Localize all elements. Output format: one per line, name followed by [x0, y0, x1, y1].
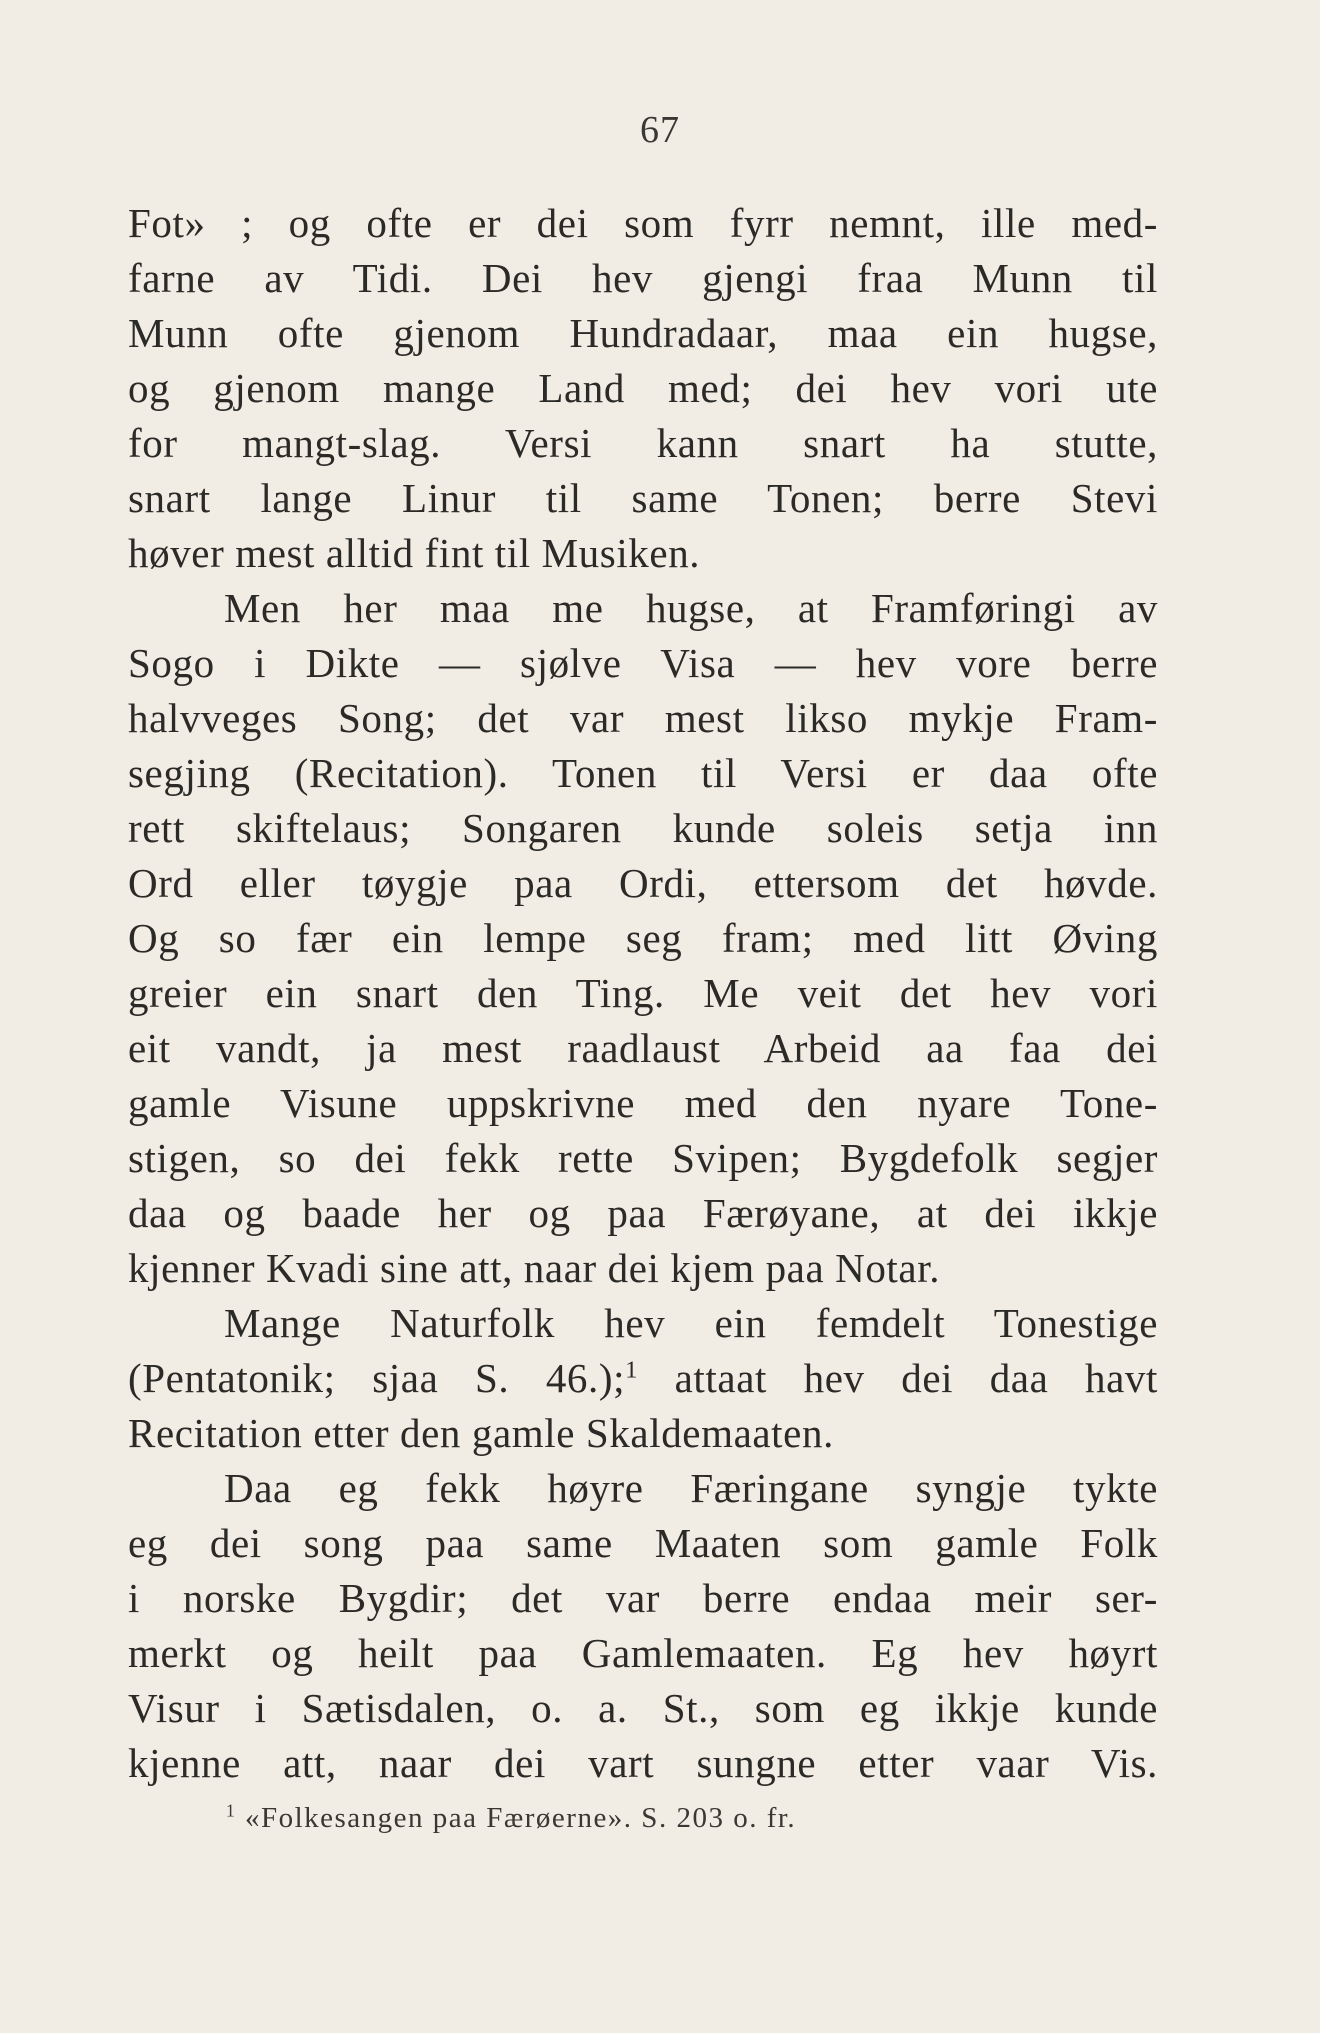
text-line: stigen, so dei fekk rette Svipen; Bygdefolk segjer	[128, 1135, 1158, 1181]
text-line: kjenne att, naar dei vart sungne etter vaar Vis.	[128, 1740, 1158, 1786]
text-line: rett skiftelaus; Songaren kunde soleis setja inn	[128, 805, 1158, 851]
paragraph-end-line: Recitation etter den gamle Skaldemaaten.	[128, 1410, 834, 1456]
footnote-marker: 1	[226, 1800, 237, 1821]
text-line: segjing (Recitation). Tonen til Versi er daa ofte	[128, 750, 1158, 796]
text-line: eg dei song paa same Maaten som gamle Folk	[128, 1520, 1158, 1566]
page-number: 67	[640, 109, 680, 151]
text-line: gamle Visune uppskrivne med den nyare Tone-	[128, 1080, 1158, 1126]
line-head: (Pentatonik; sjaa S. 46.);	[128, 1355, 626, 1401]
paragraph-start-line: Men her maa me hugse, at Framføringi av	[224, 585, 1158, 631]
text-line: Ord eller tøygje paa Ordi, ettersom det høvde.	[128, 860, 1158, 906]
paragraph-start-line: Daa eg fekk høyre Færingane syngje tykte	[224, 1465, 1158, 1511]
paragraph-end-line: kjenner Kvadi sine att, naar dei kjem paa Notar.	[128, 1245, 941, 1291]
text-line: farne av Tidi. Dei hev gjengi fraa Munn til	[128, 255, 1158, 301]
text-line: Visur i Sætisdalen, o. a. St., som eg ikkje kunde	[128, 1685, 1158, 1731]
footnote-text: «Folkesangen paa Færøerne». S. 203 o. fr.	[244, 1802, 797, 1834]
line-tail: attaat hev dei daa havt	[638, 1355, 1158, 1401]
text-line: merkt og heilt paa Gamlemaaten. Eg hev høyrt	[128, 1630, 1158, 1676]
text-line: i norske Bygdir; det var berre endaa meir ser-	[128, 1575, 1158, 1621]
text-line: Og so fær ein lempe seg fram; med litt Øving	[128, 915, 1158, 961]
text-line: for mangt-slag. Versi kann snart ha stutte,	[128, 420, 1158, 466]
text-line: Fot» ; og ofte er dei som fyrr nemnt, ille med-	[128, 200, 1158, 246]
text-line: greier ein snart den Ting. Me veit det hev vori	[128, 970, 1158, 1016]
text-line: og gjenom mange Land med; dei hev vori ute	[128, 365, 1158, 411]
paragraph-end-line: høver mest alltid fint til Musiken.	[128, 530, 701, 576]
text-line: Sogo i Dikte — sjølve Visa — hev vore berre	[128, 640, 1158, 686]
text-line: halvveges Song; det var mest likso mykje Fram-	[128, 695, 1158, 741]
footnote	[226, 1798, 796, 1838]
text-line: daa og baade her og paa Færøyane, at dei ikkje	[128, 1190, 1158, 1236]
text-line: Munn ofte gjenom Hundradaar, maa ein hugse,	[128, 310, 1158, 356]
text-line: eit vandt, ja mest raadlaust Arbeid aa faa dei	[128, 1025, 1158, 1071]
text-line: snart lange Linur til same Tonen; berre Stevi	[128, 475, 1158, 521]
text-line-with-footnote-ref	[128, 1351, 1158, 1406]
body-text	[128, 196, 1158, 1791]
footnote-reference: 1	[625, 1356, 639, 1384]
paragraph-start-line: Mange Naturfolk hev ein femdelt Tonestige	[224, 1300, 1158, 1346]
